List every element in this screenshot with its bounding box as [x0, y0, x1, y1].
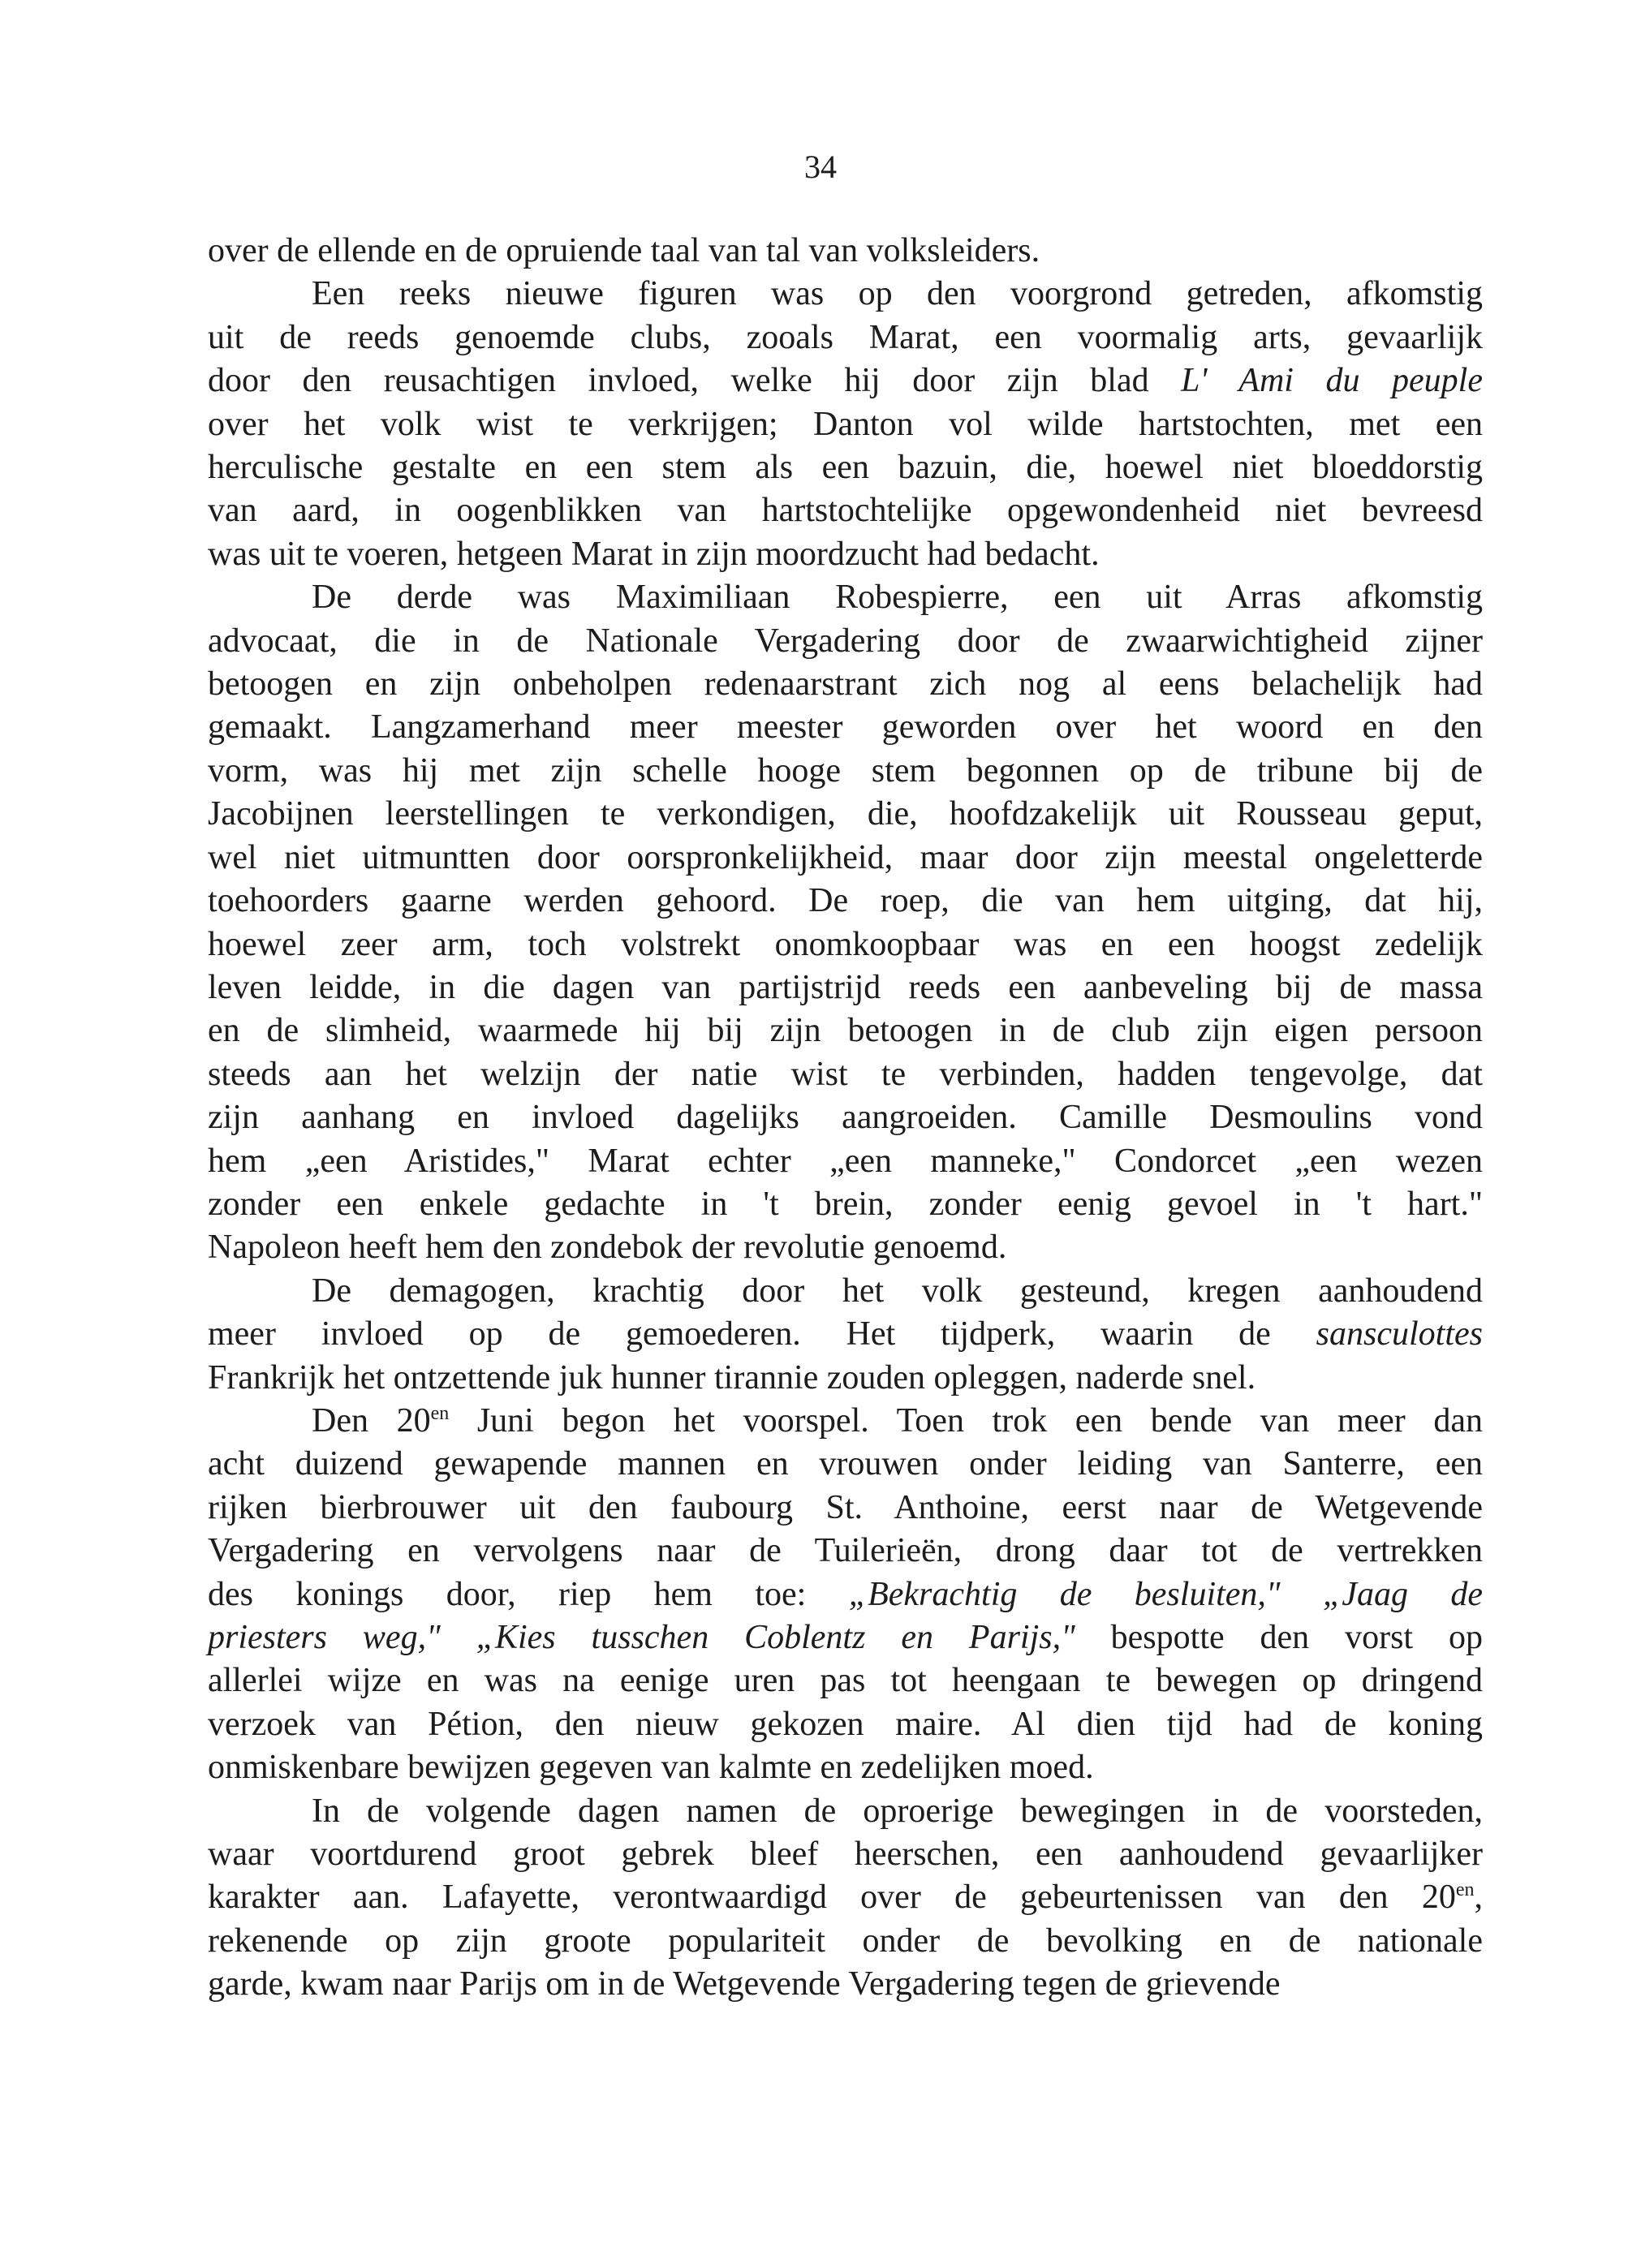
text-line: advocaat, die in de Nationale Vergadering door de zwaarwichtigheid zijner: [208, 622, 1483, 660]
text-line: van aard, in oogenblikken van hartstochtelijke opgewondenheid niet bevreesd: [208, 492, 1483, 530]
text-line: waar voortdurend groot gebrek bleef heerschen, een aanhoudend gevaarlijker: [208, 1835, 1483, 1874]
text-line: karakter aan. Lafayette, verontwaardigd over de gebeurtenissen van den $20^{en}$,: [208, 1879, 1483, 1917]
text-line: rijken bierbrouwer uit den faubourg St. Anthoine, eerst naar de Wetgevende: [208, 1488, 1483, 1526]
text-line: hem „een Aristides," Marat echter „een manneke," Condorcet „een wezen: [208, 1142, 1483, 1180]
text-line: De derde was Maximiliaan Robespierre, een uit Arras afkomstig: [312, 579, 1483, 617]
text-line: door den reusachtigen invloed, welke hij door zijn blad L' Ami du peuple: [208, 362, 1483, 400]
text-line: des konings door, riep hem toe: „Bekrachtig de besluiten," „Jaag de: [208, 1575, 1483, 1613]
text-line: allerlei wijze en was na eenige uren pas tot heengaan te bewegen op dringend: [208, 1662, 1483, 1700]
text-line: De demagogen, krachtig door het volk gesteund, kregen aanhoudend: [312, 1272, 1483, 1310]
text-line: over de ellende en de opruiende taal van tal van volksleiders.: [208, 232, 1040, 269]
text-line: Frankrijk het ontzettende juk hunner tirannie zouden opleggen, naderde snel.: [208, 1358, 1256, 1397]
text-line: wel niet uitmuntten door oorspronkelijkheid, maar door zijn meestal ongeletterde: [208, 838, 1483, 876]
paragraph: [208, 1400, 1483, 1790]
text-line: rekenende op zijn groote populariteit onder de bevolking en de nationale: [208, 1922, 1483, 1960]
paragraph: [208, 230, 1483, 273]
text-line: meer invloed op de gemoederen. Het tijdperk, waarin de sansculottes: [208, 1315, 1483, 1353]
text-line: priesters weg," „Kies tusschen Coblentz en Parijs," bespotte den vorst op: [208, 1619, 1484, 1656]
paragraph: [208, 1270, 1483, 1400]
text-line: Jacobijnen leerstellingen te verkondigen, die, hoofdzakelijk uit Rousseau geput,: [208, 795, 1483, 833]
superscript: en: [430, 1402, 450, 1424]
text-line: garde, kwam naar Parijs om in de Wetgevende Vergadering tegen de grievende: [208, 1965, 1281, 2003]
text-line: Vergadering en vervolgens naar de Tuilerieën, drong daar tot de vertrekken: [208, 1532, 1483, 1570]
italic-text: L' Ami du peuple: [1181, 362, 1483, 400]
text-line: herculische gestalte en een stem als een bazuin, die, hoewel niet bloeddorstig: [208, 449, 1483, 487]
text-line: uit de reeds genoemde clubs, zooals Marat, een voormalig arts, gevaarlijk: [208, 318, 1483, 356]
superscript: en: [1455, 1879, 1475, 1901]
text-line: over het volk wist te verkrijgen; Danton vol wilde hartstochten, met een: [208, 405, 1483, 443]
text-line: steeds aan het welzijn der natie wist te verbinden, hadden tengevolge, dat: [208, 1055, 1483, 1093]
text-line: leven leidde, in die dagen van partijstrijd reeds een aanbeveling bij de massa: [208, 968, 1483, 1006]
paragraph: [208, 1790, 1483, 2007]
italic-text: priesters weg," „Kies tusschen Coblentz en Parijs,": [208, 1619, 1075, 1656]
text-line: Een reeks nieuwe figuren was op den voorgrond getreden, afkomstig: [312, 275, 1483, 313]
text-line: acht duizend gewapende mannen en vrouwen onder leiding van Santerre, een: [208, 1445, 1483, 1483]
text-line: zonder een enkele gedachte in 't brein, zonder eenig gevoel in 't hart.": [208, 1185, 1483, 1223]
body-text: [208, 230, 1483, 2007]
italic-text: „Bekrachtig de besluiten," „Jaag de: [848, 1575, 1483, 1613]
text-line: zijn aanhang en invloed dagelijks aangroeiden. Camille Desmoulins vond: [208, 1099, 1483, 1137]
text-line: gemaakt. Langzamerhand meer meester geworden over het woord en den: [208, 708, 1483, 747]
text-line: was uit te voeren, hetgeen Marat in zijn moordzucht had bedacht.: [208, 535, 1100, 573]
text-line: verzoek van Pétion, den nieuw gekozen maire. Al dien tijd had de koning: [208, 1705, 1483, 1743]
page-number: 34: [804, 148, 837, 185]
text-line: Den $20^{en}$ Juni begon het voorspel. Toen trok een bende van meer dan: [312, 1401, 1483, 1440]
text-line: vorm, was hij met zijn schelle hooge stem begonnen op de tribune bij de: [208, 751, 1483, 790]
text-line: betoogen en zijn onbeholpen redenaarstrant zich nog al eens belachelijk had: [208, 665, 1483, 704]
paragraph: [208, 273, 1483, 576]
text-line: onmiskenbare bewijzen gegeven van kalmte en zedelijken moed.: [208, 1749, 1094, 1787]
text-line: In de volgende dagen namen de oproerige bewegingen in de voorsteden,: [312, 1792, 1483, 1830]
text-line: toehoorders gaarne werden gehoord. De roep, die van hem uitging, dat hij,: [208, 882, 1483, 920]
text-line: hoewel zeer arm, toch volstrekt onomkoopbaar was en een hoogst zedelijk: [208, 925, 1483, 963]
text-line: en de slimheid, waarmede hij bij zijn betoogen in de club zijn eigen persoon: [208, 1012, 1483, 1050]
text-line: Napoleon heeft hem den zondebok der revolutie genoemd.: [208, 1229, 1007, 1267]
italic-text: sansculottes: [1316, 1315, 1483, 1353]
paragraph: [208, 576, 1483, 1270]
